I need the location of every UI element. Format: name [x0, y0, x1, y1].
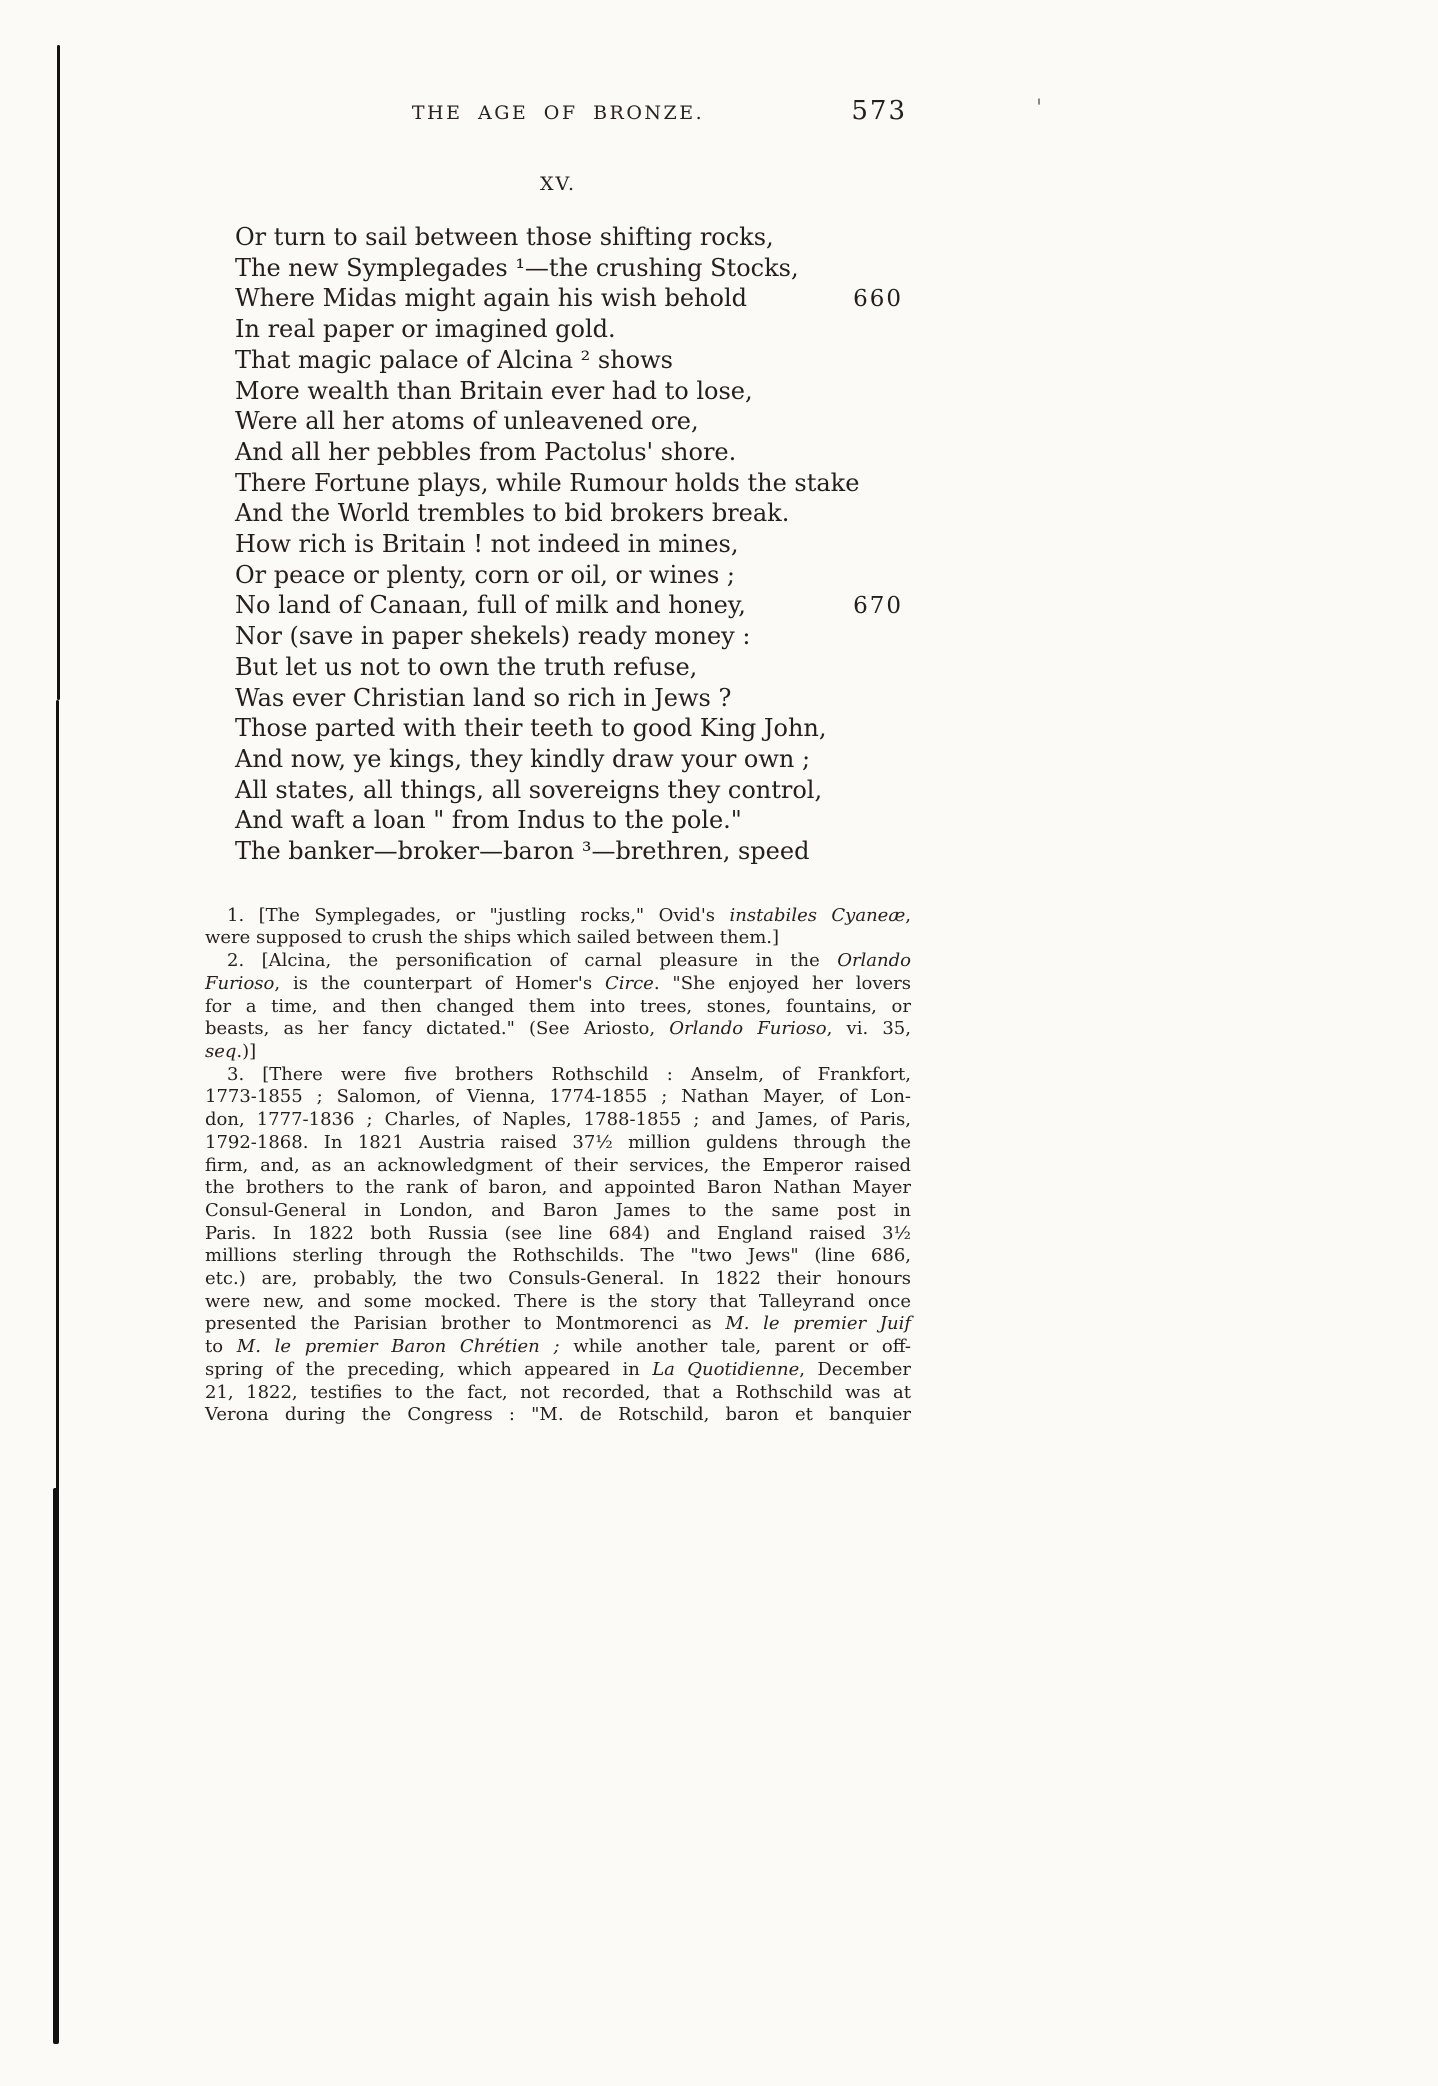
footnote-text: Consul-General in London, and Baron James to the same post in — [205, 1199, 911, 1221]
footnote-text: don, 1777-1836 ; Charles, of Naples, 1788-1855 ; and James, of Paris, — [205, 1109, 911, 1131]
footnote-text: 1773-1855 ; Salomon, of Vienna, 1774-1855 ; Nathan Mayer, of Lon- — [205, 1086, 911, 1108]
footnote-text: , December — [799, 1358, 911, 1380]
footnote-text: etc.) are, probably, the two Consuls-General. In 1822 their honours — [205, 1268, 911, 1290]
footnote-text: . "She enjoyed her lovers — [653, 972, 911, 994]
footnote-text: Paris. In 1822 both Russia (see line 684) and England raised 3½ — [205, 1222, 911, 1244]
page-header — [205, 96, 911, 138]
footnote-line — [205, 1132, 911, 1155]
footnote-text: , vi. 35, — [826, 1018, 911, 1040]
footnote-line — [205, 996, 911, 1019]
footnote-italic-text: Circe — [604, 972, 654, 994]
poem-line-text: And the World trembles to bid brokers break. — [235, 499, 790, 528]
page-content — [205, 96, 911, 1427]
footnote-line — [205, 950, 911, 973]
footnote-line — [205, 1177, 911, 1200]
footnote-line — [205, 1223, 911, 1246]
poem-line-text: Was ever Christian land so rich in Jews ? — [235, 683, 732, 712]
poem-line — [235, 468, 911, 499]
footnote-line — [205, 1359, 911, 1382]
footnotes — [205, 905, 911, 1427]
poem-line — [235, 713, 911, 744]
footnote-text: the brothers to the rank of baron, and appointed Baron Nathan Mayer — [205, 1177, 911, 1199]
poem-line-text: Were all her atoms of unleavened ore, — [235, 407, 699, 436]
poem-line-text: The new Symplegades ¹—the crushing Stocks, — [235, 253, 799, 282]
poem-line — [235, 406, 911, 437]
poem-line-text: But let us not to own the truth refuse, — [235, 652, 698, 681]
poem-line-text: How rich is Britain ! not indeed in mines, — [235, 530, 739, 559]
poem-line — [235, 498, 911, 529]
footnote — [205, 1064, 911, 1427]
scan-artifact: ' — [1036, 96, 1043, 121]
poem-line — [235, 253, 911, 284]
footnote-text: , — [905, 904, 911, 926]
footnote-text: millions sterling through the Rothschilds. The "two Jews" (line 686, — [205, 1245, 911, 1267]
poem-line — [235, 345, 911, 376]
running-title: THE AGE OF BRONZE. — [411, 102, 705, 124]
footnote-text: spring of the preceding, which appeared in — [205, 1358, 653, 1380]
footnote-line — [205, 1336, 911, 1359]
poem-line-text: And all her pebbles from Pactolus' shore. — [235, 437, 737, 466]
footnote-italic-text: M. le premier Juif — [725, 1313, 911, 1335]
footnote-italic-text: La Quotidienne — [652, 1358, 800, 1380]
footnote-italic-text: instabiles Cyaneæ — [729, 904, 906, 926]
poem-line-text: And now, ye kings, they kindly draw your own ; — [235, 744, 811, 773]
footnote-line — [205, 1404, 911, 1427]
page-number: 573 — [851, 96, 907, 126]
scan-border-middle — [56, 700, 59, 1490]
footnote-line — [205, 973, 911, 996]
footnote-italic-text: Furioso — [205, 972, 275, 994]
footnote-line — [205, 1382, 911, 1405]
footnote — [205, 950, 911, 1064]
footnote-text: beasts, as her fancy dictated." (See Ariosto, — [205, 1018, 670, 1040]
footnote-text: 1792-1868. In 1821 Austria raised 37½ million guldens through the — [205, 1131, 911, 1153]
poem-line — [235, 283, 911, 314]
footnote-line — [205, 1086, 911, 1109]
footnote-line — [205, 1018, 911, 1041]
footnote-line — [205, 1155, 911, 1178]
footnote-text: 3. [There were five brothers Rothschild : Anselm, of Frankfort, — [227, 1063, 911, 1085]
footnote-line — [205, 1200, 911, 1223]
poem-line — [235, 775, 911, 806]
footnote-text: , is the counterpart of Homer's — [274, 972, 605, 994]
footnote-italic-text: Orlando Furioso — [669, 1018, 827, 1040]
poem-line-text: In real paper or imagined gold. — [235, 315, 616, 344]
line-number: 660 — [853, 286, 903, 313]
poem-line — [235, 222, 911, 253]
poem-line — [235, 652, 911, 683]
poem-line — [235, 805, 911, 836]
footnote-text: were new, and some mocked. There is the story that Talleyrand once — [205, 1290, 911, 1312]
poem-line-text: That magic palace of Alcina ² shows — [235, 345, 673, 374]
line-number: 670 — [853, 593, 903, 620]
footnote-text: 2. [Alcina, the personification of carnal pleasure in the — [227, 950, 838, 972]
footnote — [205, 905, 911, 950]
footnote-italic-text: M. le premier Baron Chrétien ; — [236, 1336, 560, 1358]
footnote-line — [205, 1313, 911, 1336]
poem-line-text: There Fortune plays, while Rumour holds the stake — [235, 468, 860, 497]
footnote-text: while another tale, parent or off- — [559, 1336, 911, 1358]
poem-line — [235, 314, 911, 345]
footnote-text: 1. [The Symplegades, or "justling rocks," Ovid's — [227, 904, 730, 926]
poem — [205, 222, 911, 867]
poem-line-text: Those parted with their teeth to good King John, — [235, 714, 827, 743]
poem-line-text: The banker—broker—baron ³—brethren, speed — [235, 837, 810, 866]
footnote-text: 21, 1822, testifies to the fact, not recorded, that a Rothschild was at — [205, 1381, 911, 1403]
footnote-italic-text: Orlando — [837, 950, 911, 972]
poem-line — [235, 437, 911, 468]
footnote-line — [205, 1245, 911, 1268]
poem-line-text: More wealth than Britain ever had to lose, — [235, 376, 753, 405]
footnote-text: Verona during the Congress : "M. de Rotschild, baron et banquier — [205, 1404, 911, 1426]
footnote-text: .)] — [236, 1040, 257, 1062]
footnote-text: firm, and, as an acknowledgment of their services, the Emperor raised — [205, 1154, 911, 1176]
poem-line-text: And waft a loan " from Indus to the pole." — [235, 806, 742, 835]
scan-border-top — [57, 45, 60, 700]
footnote-line — [205, 1041, 911, 1064]
poem-line — [235, 529, 911, 560]
footnote-text: to — [205, 1336, 237, 1358]
poem-line — [235, 836, 911, 867]
footnote-line — [205, 927, 911, 950]
poem-line — [235, 744, 911, 775]
footnote-text: were supposed to crush the ships which sailed between them.] — [205, 927, 780, 949]
poem-line — [235, 376, 911, 407]
footnote-line — [205, 905, 911, 928]
scan-border-bottom — [53, 1488, 59, 2044]
footnote-italic-text: seq — [205, 1040, 237, 1062]
footnote-line — [205, 1064, 911, 1087]
poem-line-text: All states, all things, all sovereigns they control, — [235, 775, 823, 804]
poem-line — [235, 590, 911, 621]
footnote-text: for a time, and then changed them into trees, stones, fountains, or — [205, 995, 911, 1017]
poem-line-text: Where Midas might again his wish behold — [235, 284, 747, 313]
poem-line-text: No land of Canaan, full of milk and honey, — [235, 591, 746, 620]
poem-line — [235, 560, 911, 591]
poem-line-text: Or peace or plenty, corn or oil, or wines ; — [235, 560, 735, 589]
poem-line-text: Nor (save in paper shekels) ready money : — [235, 622, 751, 651]
footnote-line — [205, 1109, 911, 1132]
poem-line-text: Or turn to sail between those shifting rocks, — [235, 223, 774, 251]
section-heading: XV. — [540, 173, 576, 195]
footnote-line — [205, 1291, 911, 1314]
poem-line — [235, 683, 911, 714]
footnote-line — [205, 1268, 911, 1291]
poem-line — [235, 621, 911, 652]
footnote-text: presented the Parisian brother to Montmorenci as — [205, 1313, 726, 1335]
